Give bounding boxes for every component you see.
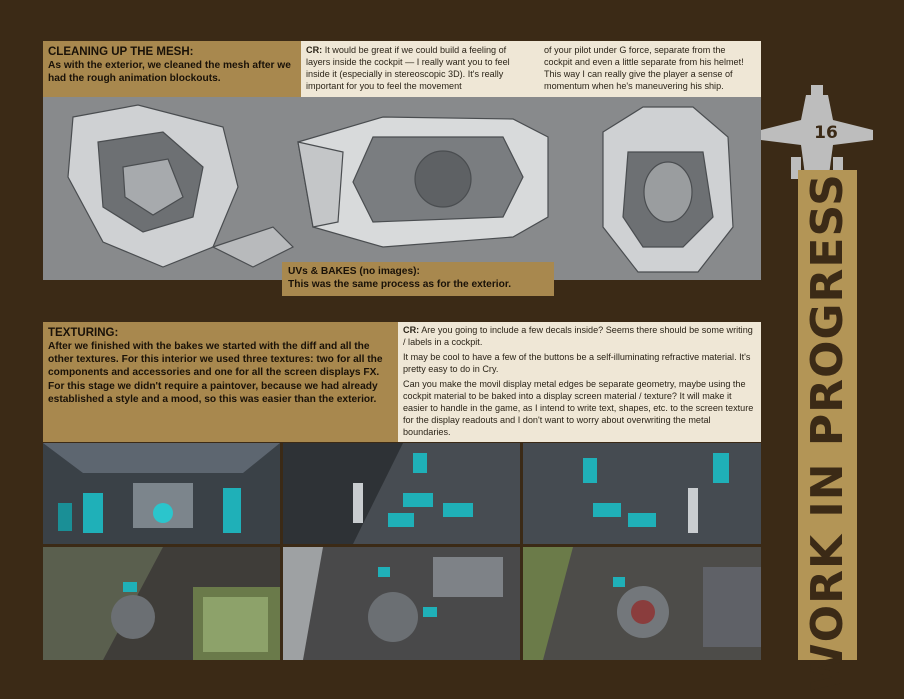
cr2-p3: Can you make the movil display metal edges be separate geometry, maybe using the cockpit material to be baked into a display screen material / texture? It will make it easier to handle in the game, as I intend to write text, shapes, etc. to the screen texture for the display readouts and I don't want to worry about overwriting the metal boundaries. xyxy=(403,379,754,437)
texture-render-3 xyxy=(523,443,761,544)
cr2-box xyxy=(398,322,761,442)
mesh-render-image xyxy=(43,97,761,280)
render-cockpit-top xyxy=(298,117,548,247)
cr2-p1 xyxy=(403,324,756,348)
cr2-p2: It may be cool to have a few of the buttons be a self-illuminating refractive material. It's pretty easy to do in Cry. xyxy=(403,352,751,374)
cr2-label: CR: xyxy=(403,325,420,335)
texture-render-6 xyxy=(523,547,761,660)
section2-box xyxy=(43,322,398,442)
section2-body: After we finished with the bakes we started with the diff and all the other textures. For this interior we used three textures: two for all the components and accessories and one for all the screen displays FX. For this stage we didn't require a paintover, because we had already established a style and a mood, so this was easier than the exterior. xyxy=(48,341,383,405)
texture-render-5 xyxy=(283,547,520,660)
section2-heading: TEXTURING: xyxy=(48,327,119,339)
cr1-label: CR: xyxy=(306,45,323,55)
cr1-col1 xyxy=(306,44,528,94)
uvs-body: This was the same process as for the exterior. xyxy=(288,279,512,291)
render-cockpit-left xyxy=(68,105,293,267)
mesh-render-panel xyxy=(43,97,761,280)
banner-text-wrap xyxy=(798,173,857,692)
uvs-box xyxy=(282,262,554,296)
texture-render-1 xyxy=(43,443,280,544)
uvs-heading: UVs & BAKES (no images): xyxy=(288,266,420,277)
section1-body: As with the exterior, we cleaned the mesh after we had the rough animation blockouts. xyxy=(48,60,291,85)
texture-render-grid xyxy=(43,443,761,660)
cr1-col2: of your pilot under G force, separate from the cockpit and even a little separate from his helmet! This way I can really give the player a sense of momentum when he's maneuvering his ship. xyxy=(544,45,744,91)
cr2-text1: Are you going to include a few decals inside? Seems there should be some writing / labels in a cockpit. xyxy=(403,325,753,347)
cr1-box xyxy=(301,41,761,97)
render-cockpit-right xyxy=(603,107,733,272)
banner-text: WORK IN PROGRESS xyxy=(802,173,854,692)
page-number: 16 xyxy=(814,123,838,143)
texture-render-4 xyxy=(43,547,280,660)
section1-heading: CLEANING UP THE MESH: xyxy=(48,46,194,58)
texture-render-2 xyxy=(283,443,520,544)
cr1-text1: It would be great if we could build a feeling of layers inside the cockpit — I really want you to feel inside it (especially in stereoscopic 3D). It's really important for you to feel the movement xyxy=(306,45,510,91)
section1-box xyxy=(43,41,301,97)
